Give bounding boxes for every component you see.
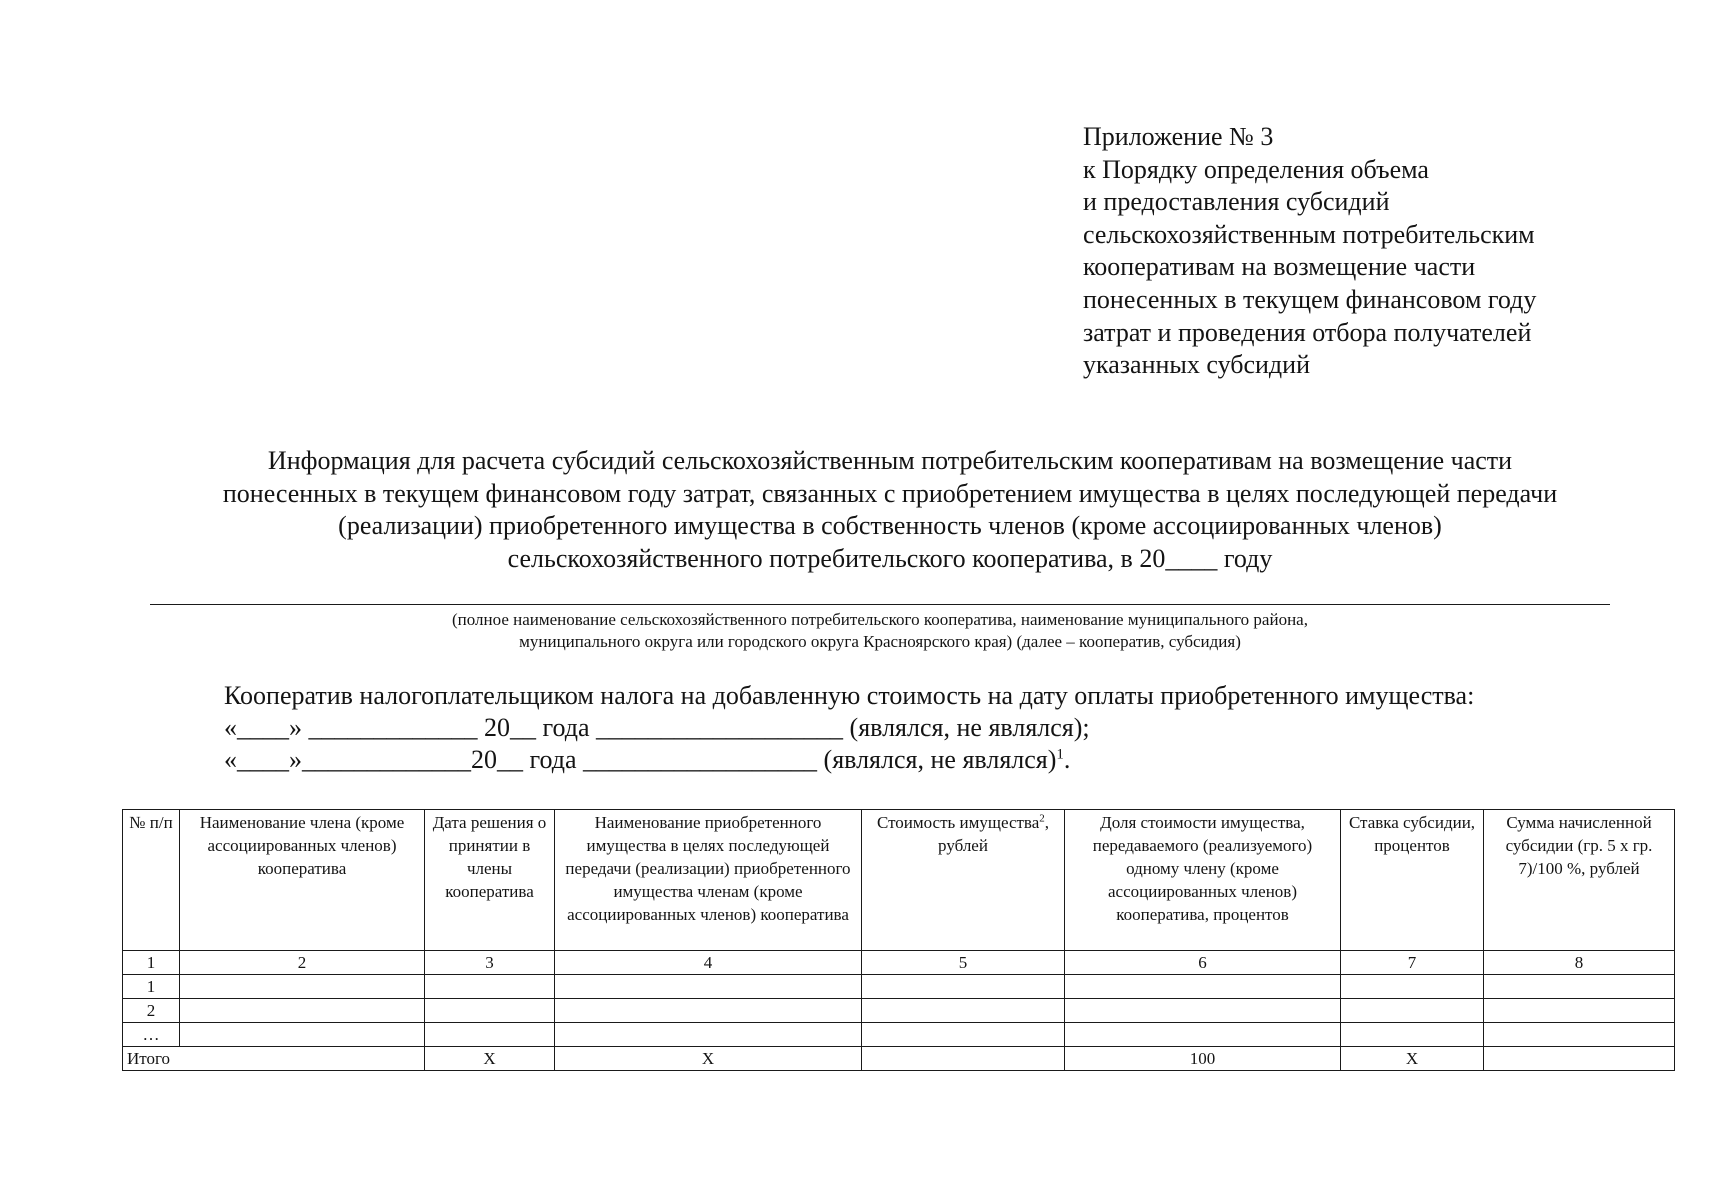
- table-cell[interactable]: [1484, 999, 1675, 1023]
- table-cell[interactable]: [180, 999, 425, 1023]
- table-cell[interactable]: [425, 999, 555, 1023]
- column-number: 7: [1341, 951, 1484, 975]
- appendix-line: сельскохозяйственным потребительским: [1083, 219, 1535, 249]
- table-cell[interactable]: [862, 999, 1065, 1023]
- column-number-row: [123, 951, 1675, 975]
- table-cell[interactable]: [425, 975, 555, 999]
- document-title: [140, 445, 1640, 575]
- table-row: [123, 1023, 1675, 1047]
- column-number: 2: [180, 951, 425, 975]
- header-cell: [862, 810, 1065, 951]
- header-cell: Сумма начисленной субсидии (гр. 5 х гр. 7)/100 %, рублей: [1484, 810, 1675, 951]
- total-cell: Х: [425, 1047, 555, 1071]
- appendix-line: понесенных в текущем финансовом году: [1083, 284, 1537, 314]
- appendix-line: затрат и проведения отбора получателей: [1083, 317, 1532, 347]
- vat-line-2-text: «____»_____________20__ года __________________ (являлся, не являлся): [224, 745, 1057, 774]
- total-cell[interactable]: [1484, 1047, 1675, 1071]
- title-line: Информация для расчета субсидий сельскохозяйственным потребительским кооперативам на возмещение части: [267, 446, 1513, 475]
- vat-line-1: «____» _____________ 20__ года ___________________ (являлся, не являлся);: [224, 713, 1090, 742]
- table-cell[interactable]: [1341, 975, 1484, 999]
- header-text-after: , рублей: [938, 813, 1050, 855]
- header-cell: Доля стоимости имущества, передаваемого (реализуемого) одному члену (кроме ассоциированных членов) кооператива, процентов: [1065, 810, 1341, 951]
- header-cell: Ставка субсидии, процентов: [1341, 810, 1484, 951]
- table-cell[interactable]: [425, 1023, 555, 1047]
- total-cell[interactable]: [862, 1047, 1065, 1071]
- table-cell[interactable]: [555, 975, 862, 999]
- caption-line: муниципального округа или городского округа Красноярского края) (далее – кооператив, субсидия): [519, 632, 1241, 651]
- caption-line: (полное наименование сельскохозяйственного потребительского кооператива, наименование муниципального района,: [452, 610, 1308, 629]
- header-cell: № п/п: [123, 810, 180, 951]
- table-cell[interactable]: …: [123, 1023, 180, 1047]
- total-label: Итого: [123, 1047, 425, 1071]
- column-number: 3: [425, 951, 555, 975]
- table-cell[interactable]: [180, 975, 425, 999]
- appendix-block: [1083, 121, 1703, 382]
- title-line: понесенных в текущем финансовом году затрат, связанных с приобретением имущества в целях последующей передачи: [222, 478, 1558, 508]
- table-cell[interactable]: [180, 1023, 425, 1047]
- table-cell[interactable]: 2: [123, 999, 180, 1023]
- subsidy-table: [122, 809, 1675, 1071]
- header-text: Стоимость имущества: [876, 813, 1040, 832]
- footnote-marker: 1: [1056, 746, 1064, 763]
- table-cell[interactable]: [1341, 1023, 1484, 1047]
- table-cell[interactable]: [1065, 975, 1341, 999]
- appendix-line: и предоставления субсидий: [1083, 187, 1390, 217]
- table-cell[interactable]: [862, 1023, 1065, 1047]
- table-header-row: [123, 810, 1675, 951]
- vat-status-block: [224, 680, 1654, 776]
- appendix-line: к Порядку определения объема: [1083, 154, 1429, 184]
- table-cell[interactable]: [555, 999, 862, 1023]
- table-cell[interactable]: [555, 1023, 862, 1047]
- table-cell[interactable]: 1: [123, 975, 180, 999]
- table-cell[interactable]: [1341, 999, 1484, 1023]
- header-cell: Наименование приобретенного имущества в целях последующей передачи (реализации) приобретенного имущества членам (кроме ассоциированных членов) кооператива: [555, 810, 862, 951]
- column-number: 5: [862, 951, 1065, 975]
- column-number: 4: [555, 951, 862, 975]
- header-cell: Дата решения о принятии в члены кооператива: [425, 810, 555, 951]
- appendix-line: указанных субсидий: [1083, 350, 1310, 380]
- cooperative-name-line: [150, 604, 1610, 605]
- total-cell: 100: [1065, 1047, 1341, 1071]
- table-cell[interactable]: [862, 975, 1065, 999]
- table-row: [123, 975, 1675, 999]
- header-cell: Наименование члена (кроме ассоциированных членов) кооператива: [180, 810, 425, 951]
- table-cell[interactable]: [1484, 975, 1675, 999]
- vat-heading: Кооператив налогоплательщиком налога на добавленную стоимость на дату оплаты приобретенного имущества:: [224, 681, 1475, 710]
- appendix-line: кооперативам на возмещение части: [1083, 252, 1476, 282]
- title-line: (реализации) приобретенного имущества в собственность членов (кроме ассоциированных членов): [338, 511, 1442, 540]
- table-cell[interactable]: [1065, 999, 1341, 1023]
- column-number: 6: [1065, 951, 1341, 975]
- table-cell[interactable]: [1484, 1023, 1675, 1047]
- total-cell: Х: [1341, 1047, 1484, 1071]
- total-cell: Х: [555, 1047, 862, 1071]
- table-cell[interactable]: [1065, 1023, 1341, 1047]
- vat-line-2-end: .: [1063, 745, 1071, 774]
- title-line: сельскохозяйственного потребительского кооператива, в 20____ году: [507, 543, 1273, 573]
- cooperative-name-caption: [150, 609, 1610, 653]
- column-number: 1: [123, 951, 180, 975]
- column-number: 8: [1484, 951, 1675, 975]
- vat-line-2: [224, 744, 1654, 776]
- footnote-marker: 2: [1039, 812, 1045, 825]
- table-row: [123, 999, 1675, 1023]
- total-row: [123, 1047, 1675, 1071]
- appendix-line: Приложение № 3: [1083, 122, 1274, 151]
